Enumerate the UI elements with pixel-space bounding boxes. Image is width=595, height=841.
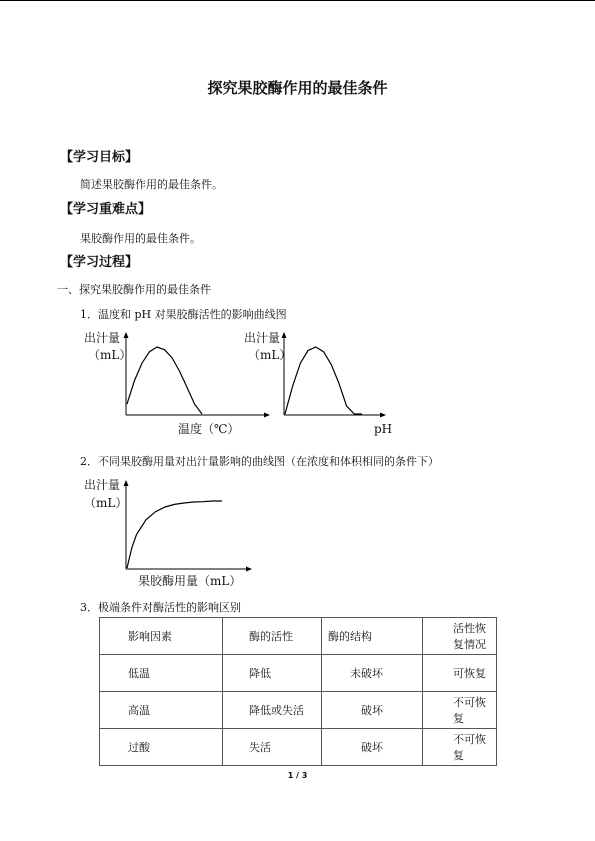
chart3-x-arrow <box>246 567 252 572</box>
table-cell: 低温 <box>100 655 223 692</box>
chart1-xlabel: 温度（℃） <box>178 422 240 436</box>
chart2-curve <box>285 347 362 414</box>
table-cell: 降低或失活 <box>223 692 322 729</box>
chart-ph <box>236 325 406 440</box>
chart3-ylabel-line2: （mL） <box>84 496 128 510</box>
chart1-ylabel-line2: （mL） <box>88 348 132 362</box>
chart1-y-arrow <box>124 332 129 338</box>
table-cell: 不可恢复 <box>423 692 497 729</box>
heading-learning-goals: 【学习目标】 <box>60 150 139 165</box>
item1-text: 1．温度和 pH 对果胶酶活性的影响曲线图 <box>80 308 287 321</box>
table-row <box>100 692 497 729</box>
chart1-curve <box>127 347 202 414</box>
table-cell: 过酸 <box>100 729 223 766</box>
heading-key-points: 【学习重难点】 <box>60 202 152 217</box>
part1-heading: 一、探究果胶酶作用的最佳条件 <box>57 283 211 296</box>
chart3-y-arrow <box>124 480 129 486</box>
chart2-x-arrow <box>380 413 386 418</box>
chart1-ylabel-line1: 出汁量 <box>84 331 121 345</box>
learning-goals-text: 简述果胶酶作用的最佳条件。 <box>80 178 223 191</box>
chart3-curve <box>127 501 222 568</box>
table-header-cell: 酶的结构 <box>322 618 423 655</box>
table-header-cell: 影响因素 <box>100 618 223 655</box>
chart2-ylabel-line1: 出汁量 <box>244 331 281 345</box>
table-cell: 破坏 <box>322 729 423 766</box>
chart2-xlabel: pH <box>374 422 393 436</box>
page-number: 1 / 3 <box>287 771 308 780</box>
chart3-xlabel: 果胶酶用量（mL） <box>138 574 242 588</box>
chart-enzyme-amount <box>70 473 270 591</box>
table-row <box>100 729 497 766</box>
table-header-cell: 酶的活性 <box>223 618 322 655</box>
chart2-ylabel-line2: （mL） <box>248 348 292 362</box>
extreme-conditions-table <box>99 617 497 766</box>
chart2-y-arrow <box>282 332 287 338</box>
table-cell: 高温 <box>100 692 223 729</box>
chart3-ylabel-line1: 出汁量 <box>84 478 121 492</box>
table-cell: 不可恢复 <box>423 729 497 766</box>
table-cell: 破坏 <box>322 692 423 729</box>
table-cell: 未破坏 <box>322 655 423 692</box>
page-top-rule <box>0 0 595 1</box>
table-row <box>100 655 497 692</box>
item3-text: 3．极端条件对酶活性的影响区别 <box>80 601 241 614</box>
table-cell: 可恢复 <box>423 655 497 692</box>
table-cell: 降低 <box>223 655 322 692</box>
table-header-cell: 活性恢复情况 <box>423 618 497 655</box>
table-header-row <box>100 618 497 655</box>
key-points-text: 果胶酶作用的最佳条件。 <box>80 232 201 245</box>
page-title: 探究果胶酶作用的最佳条件 <box>207 79 388 97</box>
heading-learning-process: 【学习过程】 <box>60 255 139 270</box>
item2-text: 2．不同果胶酶用量对出汁量影响的曲线图（在浓度和体积相同的条件下） <box>80 455 439 468</box>
table-cell: 失活 <box>223 729 322 766</box>
